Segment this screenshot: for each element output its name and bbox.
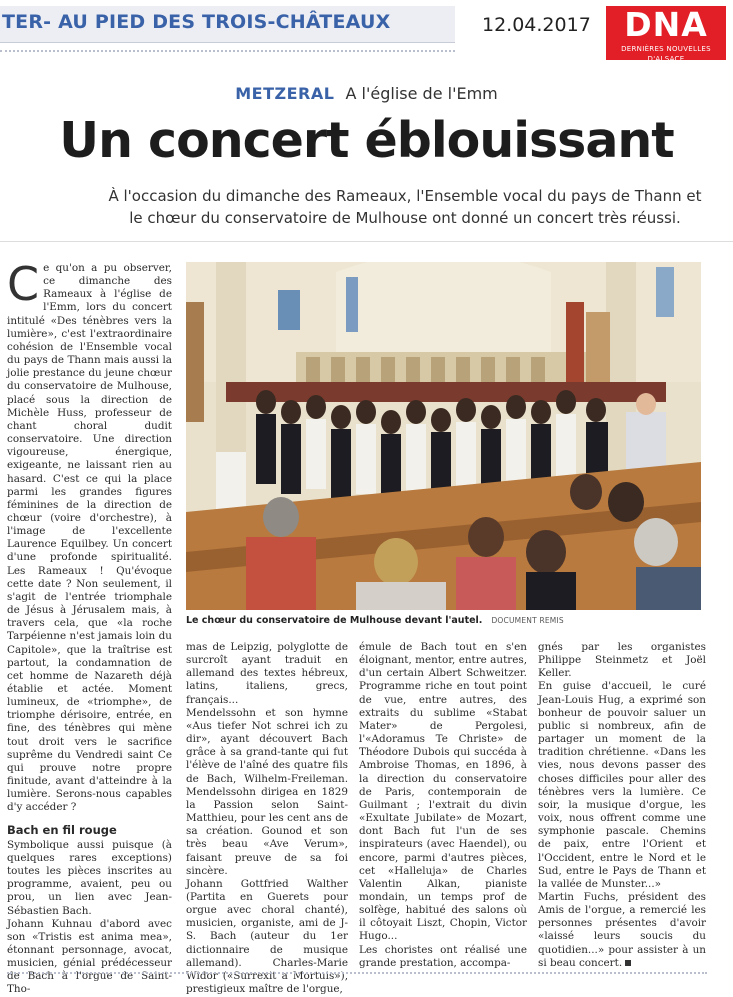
logo-text: DNA [624, 5, 708, 44]
choir-photo-illustration [186, 262, 701, 610]
section-title: TER- AU PIED DES TROIS-CHÂTEAUX [2, 11, 391, 33]
article-subhead: Bach en fil rouge [7, 822, 117, 837]
paragraph: Mendelssohn et son hymne «Aus tiefer Not schrei ich zu dir», ayant découvert Bach grâce à sa grand-tante qui fut l'élève de l'aîné des quatre fils de Bach, Wilhelm-Freileman. Mendelssohn dirigea en 1829 la Passion selon Saint-Matthieu, pour les cent ans de sa création. Gounod et son très beau «Ave Verum», faisant preuve de sa foi sincère. [186, 706, 348, 877]
paragraph: Johann Gottfried Walther (Partita en Guerets pour orgue avec choral chanté), musicien, organiste, ami de J-S. Bach (auteur du 1er dictionnaire de musique allemand). Charles-Marie Widor («Surrexit a Mortuis»), prestigieux maître de l'orgue, [186, 877, 348, 996]
publication-date: 12.04.2017 [482, 14, 591, 36]
article-column-4 [538, 641, 706, 970]
lede-divider [0, 241, 733, 242]
choir-photo [186, 262, 701, 610]
paragraph [538, 891, 706, 970]
page-header [0, 0, 733, 62]
paragraph-text: e qu'on a pu observer, ce dimanche des Rameaux à l'église de l'Emm, lors du concert intitulé «Des ténèbres vers la lumière», c'est l'extraordinaire cohésion de l'Ensemble vocal du pays de Thann mais aussi la jolie prestance du jeune chœur du conservatoire de Mulhouse, placé sous la direction de Michèle Huss, professeur de chant choral dudit conservatoire. Une direction vigoureuse, énergique, exigeante, ne laissant rien au hasard. C'est ce qui la place parmi les grandes figures féminines de la direction de chœur (voire d'orchestre), à l'image de l'excellente Laurence Equilbey. Un concert d'une profonde spiritualité. Les Rameaux ! Qu'évoque cette date ? Non seulement, il s'agit de l'entrée triomphale de Jésus à Jérusalem mais, à travers cela, que «la roche Tarpéienne n'est jamais loin du Capitole», que la traîtrise est partout, la condamnation de cet homme de Nazareth déjà établie et actée. Moment lumineux, de «triomphe», de triomphe dérisoire, entrée, en fine, des ténèbres qui mène tout droit vers le sacrifice suprême du Vendredi saint Ce qui prouve notre propre finitude, avant d'atteindre à la lumière. Serons-nous capables d'y accéder ? [7, 262, 172, 814]
header-divider [0, 50, 455, 52]
paragraph-text: Martin Fuchs, président des Amis de l'orgue, a remercié les personnes présentes d'avoir «laissé leurs soucis du quotidien...» pour assister à un si beau concert. [538, 890, 706, 969]
paragraph: Les choristes ont réalisé une grande prestation, accompa- [359, 943, 527, 969]
kicker-subtitle: A l'église de l'Emm [345, 84, 498, 103]
article-column-3 [359, 641, 527, 970]
paragraph: En guise d'accueil, le curé Jean-Louis Hug, a exprimé son bonheur de pouvoir saluer un public si nombreux, afin de partager un moment de la tradition chrétienne. «Dans les vies, nous devons passer des choses difficiles pour aller des ténèbres vers la lumière. Ce soir, la musique d'orgue, les voix, nous offrent comme une symphonie pascale. Chemins de paix, entre l'Orient et l'Occident, entre le Nord et le Sud, entre le Pays de Thann et la vallée de Munster...» [538, 680, 706, 890]
drop-cap: C [7, 257, 40, 311]
photo-credit: DOCUMENT REMIS [491, 616, 564, 625]
article-lede: À l'occasion du dimanche des Rameaux, l'Ensemble vocal du pays de Thann et le chœur du conservatoire de Mulhouse ont donné un concert très réussi. [108, 187, 702, 227]
article-headline: Un concert éblouissant [59, 112, 674, 169]
article-column-2 [186, 641, 348, 996]
paragraph: mas de Leipzig, polyglotte de surcroît ayant traduit en allemand des textes hébreux, latins, italiens, grecs, français... [186, 641, 348, 706]
paragraph: Symbolique aussi puisque (à quelques rares exceptions) toutes les pièces inscrites au programme, avaient, peu ou prou, un lien avec Jean-Sébastien Bach. [7, 838, 172, 917]
dna-logo [606, 5, 726, 63]
footer-divider [7, 972, 707, 974]
photo-caption [186, 615, 706, 626]
paragraph: émule de Bach tout en s'en éloignant, mentor, entre autres, d'un certain Albert Schweitzer. Programme riche en tout point de vue, entre autres, des extraits du sublime «Stabat Mater» de Pergolesi, l'«Adoramus Te Christe» de Théodore Dubois qui succéda à Ambroise Thomas, en 1896, à la direction du conservatoire de Paris, contemporain de Guilmant ; l'extrait du divin «Exultate Jubilate» de Mozart, dont Bach fut l'un de ses inspirateurs (avec Haendel), ou encore, parmi d'autres pièces, cet «Halleluja» de Charles Valentin Alkan, pianiste mondain, un temps prof de solfège, habitué des salons où il côtoyait Liszt, Chopin, Victor Hugo... [359, 641, 527, 943]
article-column-1 [7, 257, 172, 997]
article-kicker [0, 84, 733, 103]
caption-text: Le chœur du conservatoire de Mulhouse devant l'autel. [186, 615, 483, 626]
paragraph: gnés par les organistes Philippe Steinmetz et Joël Keller. [538, 641, 706, 680]
end-mark-icon [625, 960, 631, 966]
logo-subtitle: DERNIÈRES NOUVELLES D'ALSACE [621, 45, 711, 63]
paragraph [7, 257, 172, 815]
kicker-place: METZERAL [235, 84, 335, 103]
paragraph: Johann Kuhnau d'abord avec son «Tristis est anima mea», étonnant personnage, avocat, musicien, génial prédécesseur de Bach à l'orgue de Saint-Tho- [7, 917, 172, 996]
